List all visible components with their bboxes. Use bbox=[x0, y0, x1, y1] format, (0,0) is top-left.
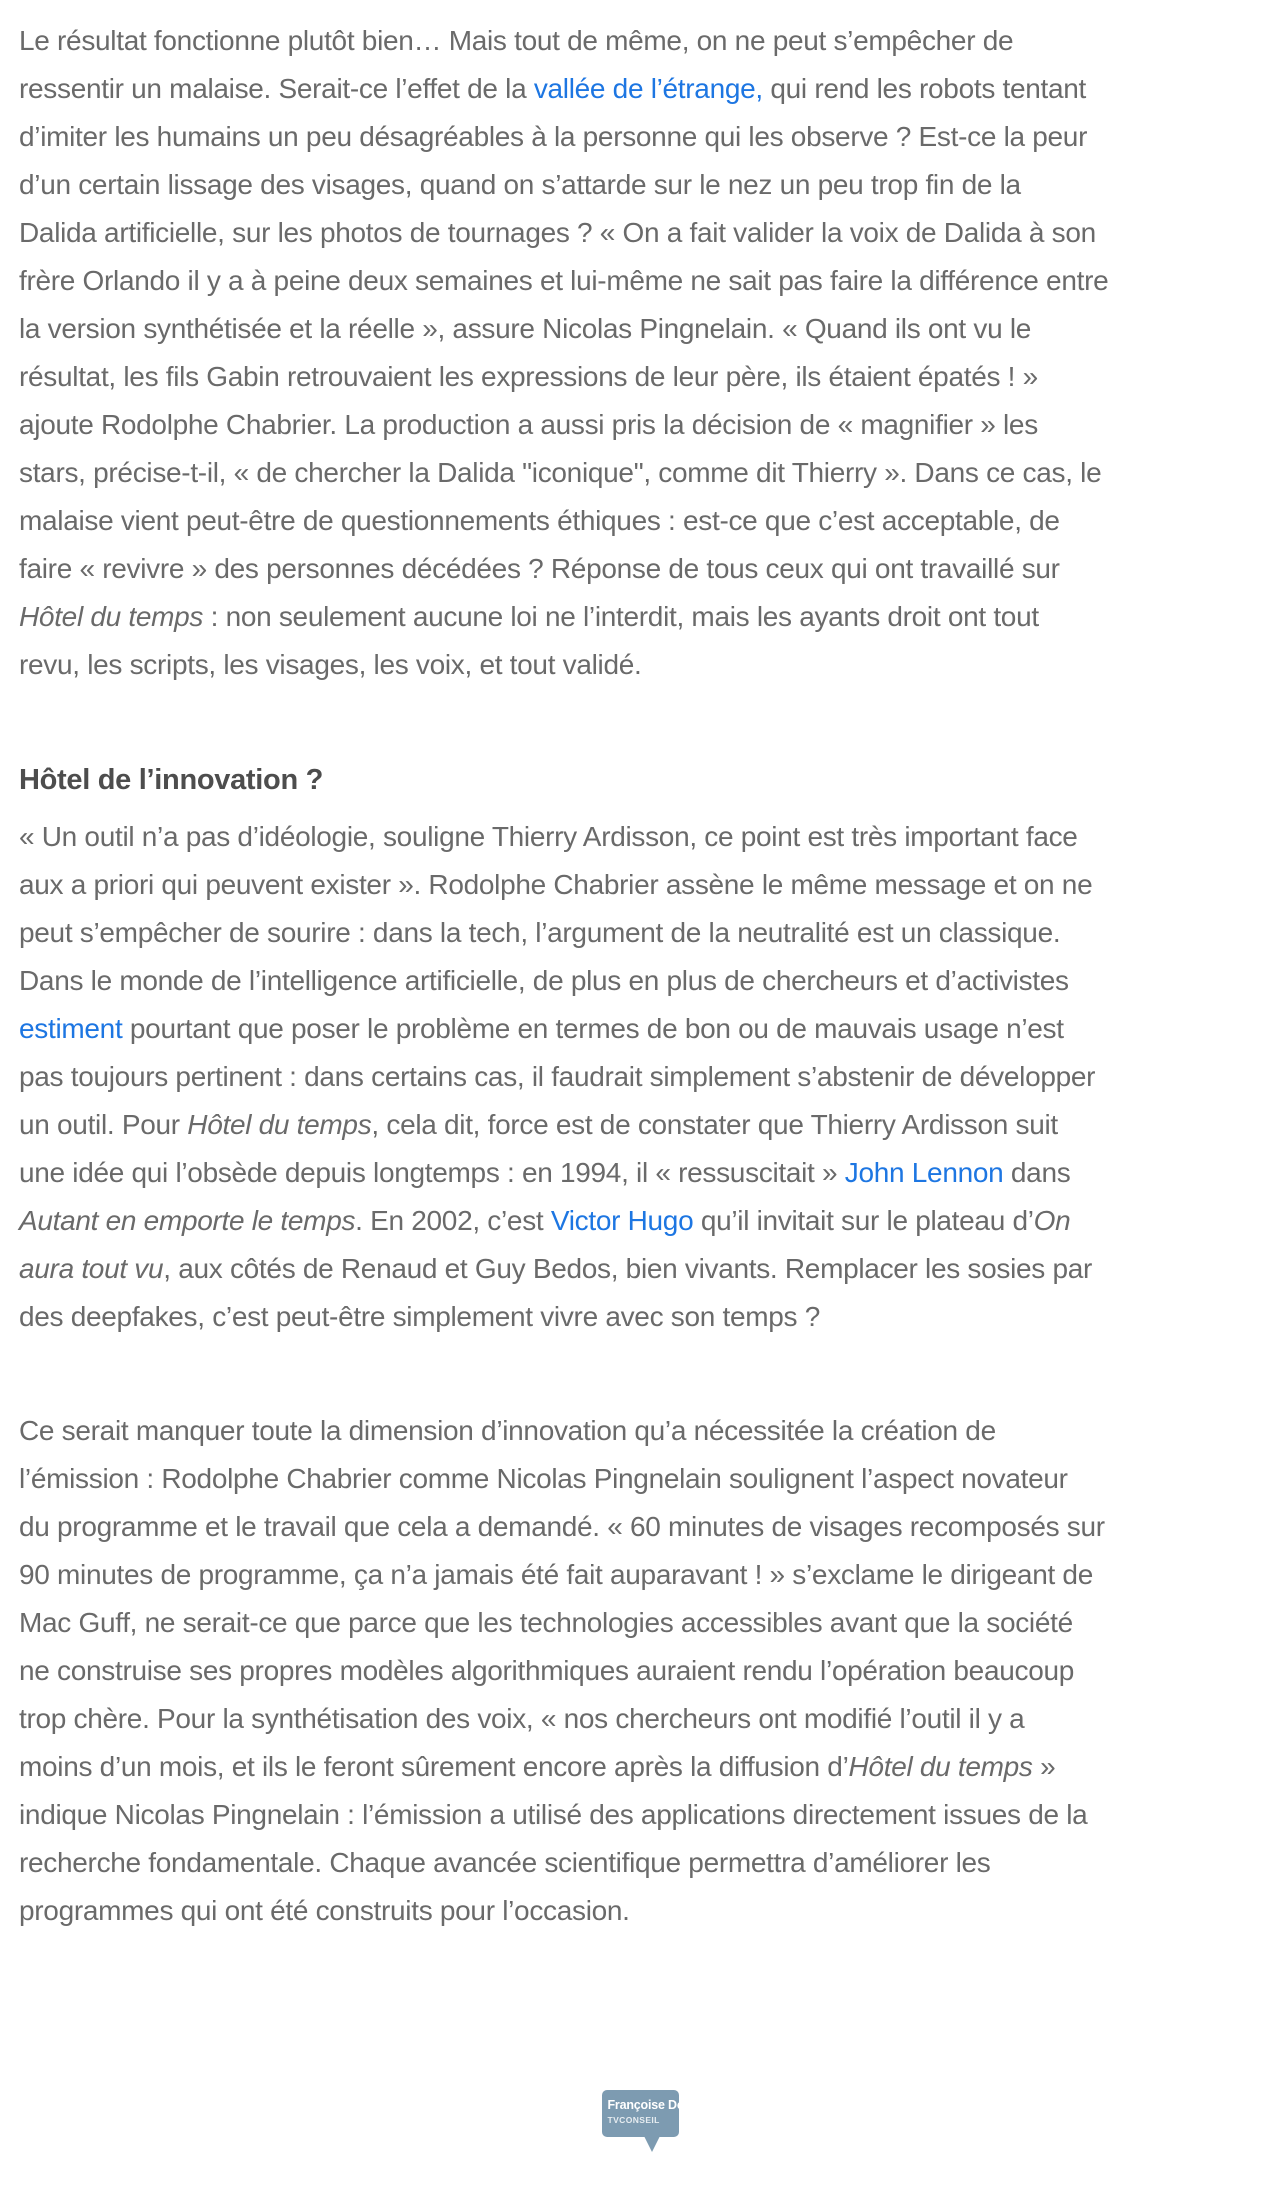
text-segment: indique Nicolas Pingnelain : l’émission a utilisé des applications directement issues de la bbox=[19, 1799, 1088, 1830]
text-line bbox=[19, 1005, 1189, 1053]
logo-author-name: Françoise Doux bbox=[607, 2098, 699, 2112]
text-line bbox=[19, 497, 1189, 545]
paragraph bbox=[19, 813, 1189, 1341]
text-line bbox=[19, 593, 1189, 641]
text-line bbox=[19, 1293, 1189, 1341]
text-line bbox=[19, 909, 1189, 957]
text-line bbox=[19, 449, 1189, 497]
text-segment: la version synthétisée et la réelle », assure Nicolas Pingnelain. « Quand ils ont vu le bbox=[19, 313, 1032, 344]
text-segment: ressentir un malaise. Serait-ce l’effet de la bbox=[19, 73, 534, 104]
section-heading: Hôtel de l’innovation ? bbox=[19, 764, 324, 796]
text-line bbox=[19, 1743, 1189, 1791]
text-line bbox=[19, 957, 1189, 1005]
text-segment: une idée qui l’obsède depuis longtemps : en 1994, il « ressuscitait » bbox=[19, 1157, 845, 1188]
text-segment: revu, les scripts, les visages, les voix, et tout validé. bbox=[19, 649, 642, 680]
text-segment: programmes qui ont été construits pour l’occasion. bbox=[19, 1895, 630, 1926]
text-line bbox=[19, 1455, 1189, 1503]
text-line bbox=[19, 353, 1189, 401]
text-segment: Le résultat fonctionne plutôt bien… Mais tout de même, on ne peut s’empêcher de bbox=[19, 25, 1014, 56]
text-segment: résultat, les fils Gabin retrouvaient les expressions de leur père, ils étaient épatés ! » bbox=[19, 361, 1038, 392]
text-line bbox=[19, 1407, 1189, 1455]
text-line bbox=[19, 1887, 1189, 1935]
text-segment: du programme et le travail que cela a demandé. « 60 minutes de visages recomposés sur bbox=[19, 1511, 1105, 1542]
italic-text-segment: aura tout vu bbox=[19, 1253, 164, 1284]
text-segment: 90 minutes de programme, ça n’a jamais été fait auparavant ! » s’exclame le dirigeant de bbox=[19, 1559, 1093, 1590]
text-segment: ajoute Rodolphe Chabrier. La production a aussi pris la décision de « magnifier » les bbox=[19, 409, 1038, 440]
text-segment: dans bbox=[1003, 1157, 1071, 1188]
text-segment: Mac Guff, ne serait-ce que parce que les technologies accessibles avant que la société bbox=[19, 1607, 1073, 1638]
text-segment: frère Orlando il y a à peine deux semaines et lui-même ne sait pas faire la différence entre bbox=[19, 265, 1109, 296]
text-segment: moins d’un mois, et ils le feront sûrement encore après la diffusion d’ bbox=[19, 1751, 849, 1782]
text-line bbox=[19, 1647, 1189, 1695]
text-line bbox=[19, 1503, 1189, 1551]
text-segment: pas toujours pertinent : dans certains cas, il faudrait simplement s’abstenir de développer bbox=[19, 1061, 1096, 1092]
author-logo bbox=[0, 2090, 1280, 2153]
text-line bbox=[19, 1599, 1189, 1647]
text-line bbox=[19, 545, 1189, 593]
text-line bbox=[19, 1053, 1189, 1101]
italic-text-segment: Autant en emporte le temps bbox=[19, 1205, 356, 1236]
text-line bbox=[19, 861, 1189, 909]
text-line bbox=[19, 813, 1189, 861]
text-line bbox=[19, 641, 1189, 689]
italic-text-segment: Hôtel du temps bbox=[19, 601, 204, 632]
text-segment: Dalida artificielle, sur les photos de tournages ? « On a fait valider la voix de Dalida à son bbox=[19, 217, 1096, 248]
text-segment: trop chère. Pour la synthétisation des voix, « nos chercheurs ont modifié l’outil il y a bbox=[19, 1703, 1025, 1734]
text-segment: un outil. Pour bbox=[19, 1109, 188, 1140]
text-line bbox=[19, 1197, 1189, 1245]
text-line bbox=[19, 401, 1189, 449]
text-segment: aux a priori qui peuvent exister ». Rodolphe Chabrier assène le même message et on ne bbox=[19, 869, 1093, 900]
text-link[interactable]: estiment bbox=[19, 1013, 123, 1044]
text-segment: , cela dit, force est de constater que Thierry Ardisson suit bbox=[371, 1109, 1058, 1140]
text-link[interactable]: Victor Hugo bbox=[550, 1205, 694, 1236]
italic-text-segment: Hôtel du temps bbox=[187, 1109, 372, 1140]
text-line bbox=[19, 161, 1189, 209]
text-line bbox=[19, 305, 1189, 353]
speech-bubble-tail-icon bbox=[602, 2136, 679, 2153]
text-line bbox=[19, 1839, 1189, 1887]
text-segment: « Un outil n’a pas d’idéologie, souligne Thierry Ardisson, ce point est très important face bbox=[19, 821, 1078, 852]
text-segment: , aux côtés de Renaud et Guy Bedos, bien vivants. Remplacer les sosies par bbox=[163, 1253, 1093, 1284]
text-line bbox=[19, 1149, 1189, 1197]
text-link[interactable]: vallée de l’étrange, bbox=[533, 73, 763, 104]
text-segment: Dans le monde de l’intelligence artificielle, de plus en plus de chercheurs et d’activistes bbox=[19, 965, 1069, 996]
italic-text-segment: Hôtel du temps bbox=[848, 1751, 1033, 1782]
text-segment: qui rend les robots tentant bbox=[762, 73, 1087, 104]
text-line bbox=[19, 17, 1189, 65]
speech-bubble-icon bbox=[602, 2090, 699, 2153]
text-segment: faire « revivre » des personnes décédées ? Réponse de tous ceux qui ont travaillé sur bbox=[19, 553, 1060, 584]
text-segment: d’imiter les humains un peu désagréables à la personne qui les observe ? Est-ce la peur bbox=[19, 121, 1088, 152]
paragraph bbox=[19, 17, 1189, 689]
text-line bbox=[19, 113, 1189, 161]
text-segment: recherche fondamentale. Chaque avancée scientifique permettra d’améliorer les bbox=[19, 1847, 991, 1878]
text-line bbox=[19, 65, 1189, 113]
article-body bbox=[19, 17, 1189, 1935]
text-segment: : non seulement aucune loi ne l’interdit, mais les ayants droit ont tout bbox=[203, 601, 1039, 632]
text-segment: peut s’empêcher de sourire : dans la tech, l’argument de la neutralité est un classique. bbox=[19, 917, 1061, 948]
italic-text-segment: On bbox=[1033, 1205, 1071, 1236]
speech-bubble bbox=[602, 2090, 699, 2137]
text-line bbox=[19, 257, 1189, 305]
text-segment: Ce serait manquer toute la dimension d’innovation qu’a nécessitée la création de bbox=[19, 1415, 996, 1446]
text-link[interactable]: John Lennon bbox=[844, 1157, 1004, 1188]
text-line bbox=[19, 1101, 1189, 1149]
text-line bbox=[19, 1791, 1189, 1839]
text-segment: d’un certain lissage des visages, quand on s’attarde sur le nez un peu trop fin de la bbox=[19, 169, 1021, 200]
text-line bbox=[19, 1551, 1189, 1599]
text-segment: qu’il invitait sur le plateau d’ bbox=[693, 1205, 1034, 1236]
text-segment: » bbox=[1032, 1751, 1056, 1782]
text-segment: malaise vient peut-être de questionnements éthiques : est-ce que c’est acceptable, de bbox=[19, 505, 1060, 536]
text-segment: l’émission : Rodolphe Chabrier comme Nicolas Pingnelain soulignent l’aspect novateur bbox=[19, 1463, 1068, 1494]
logo-brand-name: TVCONSEIL bbox=[607, 2115, 660, 2126]
text-line bbox=[19, 1245, 1189, 1293]
paragraph bbox=[19, 1407, 1189, 1935]
text-segment: . En 2002, c’est bbox=[355, 1205, 551, 1236]
text-segment: ne construise ses propres modèles algorithmiques auraient rendu l’opération beaucoup bbox=[19, 1655, 1075, 1686]
text-segment: pourtant que poser le problème en termes de bon ou de mauvais usage n’est bbox=[122, 1013, 1064, 1044]
text-line bbox=[19, 1695, 1189, 1743]
text-segment: des deepfakes, c’est peut-être simplement vivre avec son temps ? bbox=[19, 1301, 820, 1332]
text-segment: stars, précise-t-il, « de chercher la Dalida "iconique", comme dit Thierry ». Dans ce cas, le bbox=[19, 457, 1102, 488]
text-line bbox=[19, 209, 1189, 257]
